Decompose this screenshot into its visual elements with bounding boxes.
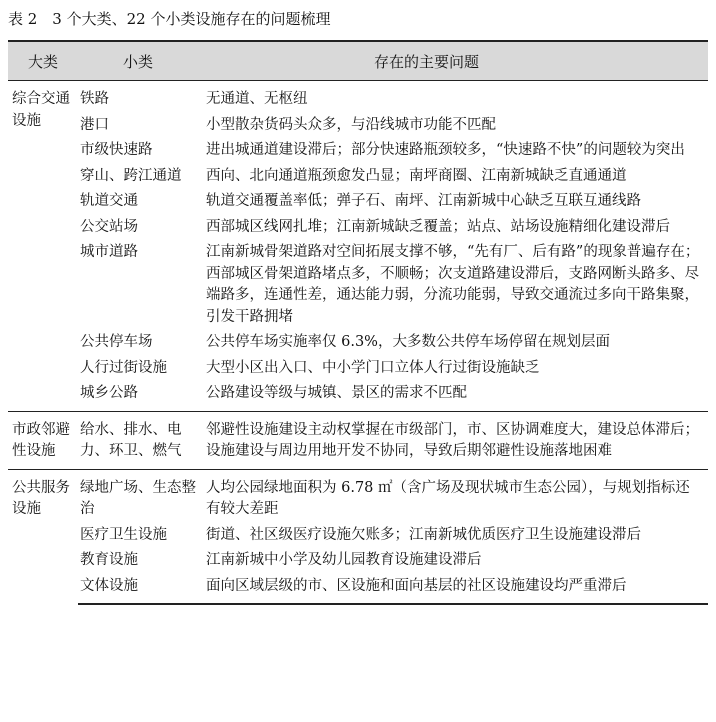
subcategory-cell: 城市道路 — [80, 244, 138, 260]
issue-cell: 西向、北向通道瓶颈愈发凸显；南坪商圈、江南新城缺乏直通通道 — [206, 167, 627, 184]
table-row — [8, 379, 708, 411]
subcategory-cell: 公共停车场 — [80, 334, 153, 350]
header-issues: 存在的主要问题 — [198, 41, 708, 81]
table-row — [8, 238, 708, 328]
subcategory-cell: 铁路 — [80, 91, 109, 107]
table-caption: 表 2 3 个大类、22 个小类设施存在的问题梳理 — [8, 10, 331, 28]
category-cell: 市政邻避性设施 — [8, 411, 78, 469]
subcategory-cell: 文体设施 — [78, 572, 198, 605]
issue-cell: 公路建设等级与城镇、景区的需求不匹配 — [206, 385, 467, 401]
table-row — [8, 81, 708, 111]
subcategory-cell: 公交站场 — [80, 218, 138, 235]
header-category: 大类 — [8, 41, 78, 81]
table-body — [8, 81, 708, 605]
issue-cell: 进出城通道建设滞后；部分快速路瓶颈较多，“快速路不快”的问题较为突出 — [206, 142, 685, 158]
table-row — [8, 411, 708, 469]
issue-cell: 街道、社区级医疗设施欠账多；江南新城优质医疗卫生设施建设滞后 — [206, 526, 641, 543]
subcategory-cell: 市级快速路 — [80, 142, 153, 158]
table-row — [8, 136, 708, 162]
issue-cell: 邻避性设施建设主动权掌握在市级部门，市、区协调难度大，建设总体滞后；设施建设与周边用地开发不协同，导致后期邻避性设施落地困难 — [198, 411, 708, 469]
table-row — [8, 546, 708, 572]
subcategory-cell: 港口 — [80, 116, 109, 133]
table-row — [8, 187, 708, 213]
issue-cell: 大型小区出入口、中小学门口立体人行过街设施缺乏 — [206, 359, 540, 376]
issue-cell: 江南新城骨架道路对空间拓展支撑不够，“先有厂、后有路”的现象普遍存在；西部城区骨架道路堵点多，不顺畅；次支道路建设滞后，支路网断头路多、尽端路多，连通性差，通达能力弱，分流功能弱，导致交通流过多向干路集聚，引发干路拥堵 — [206, 244, 700, 325]
subcategory-cell: 给水、排水、电力、环卫、燃气 — [78, 411, 198, 469]
table-row — [8, 328, 708, 354]
subcategory-cell: 人行过街设施 — [80, 359, 167, 376]
issue-cell: 人均公园绿地面积为 6.78 ㎡（含广场及现状城市生态公园），与规划指标还有较大差距 — [198, 469, 708, 521]
table-row — [8, 572, 708, 605]
table-header-row — [8, 41, 708, 81]
issue-cell: 面向区域层级的市、区设施和面向基层的社区设施建设均严重滞后 — [198, 572, 708, 605]
subcategory-cell: 城乡公路 — [80, 385, 138, 401]
issue-cell: 小型散杂货码头众多，与沿线城市功能不匹配 — [206, 116, 496, 133]
issues-table — [8, 40, 708, 605]
table-row — [8, 213, 708, 239]
subcategory-cell: 医疗卫生设施 — [80, 526, 167, 543]
header-subcategory: 小类 — [78, 41, 198, 81]
subcategory-cell: 穿山、跨江通道 — [80, 167, 182, 184]
category-cell: 综合交通设施 — [12, 91, 70, 129]
table-row — [8, 111, 708, 137]
table-row — [8, 469, 708, 521]
issue-cell: 无通道、无枢纽 — [206, 91, 308, 107]
subcategory-cell: 绿地广场、生态整治 — [78, 469, 198, 521]
issue-cell: 轨道交通覆盖率低；弹子石、南坪、江南新城中心缺乏互联互通线路 — [206, 193, 641, 209]
issue-cell: 公共停车场实施率仅 6.3%，大多数公共停车场停留在规划层面 — [206, 334, 610, 350]
table-row — [8, 521, 708, 547]
issue-cell: 西部城区线网扎堆；江南新城缺乏覆盖；站点、站场设施精细化建设滞后 — [206, 218, 670, 235]
table-row — [8, 162, 708, 188]
subcategory-cell: 教育设施 — [80, 552, 138, 568]
issue-cell: 江南新城中小学及幼儿园教育设施建设滞后 — [206, 552, 482, 568]
table-row — [8, 354, 708, 380]
category-cell: 公共服务设施 — [8, 469, 78, 604]
subcategory-cell: 轨道交通 — [80, 193, 138, 209]
